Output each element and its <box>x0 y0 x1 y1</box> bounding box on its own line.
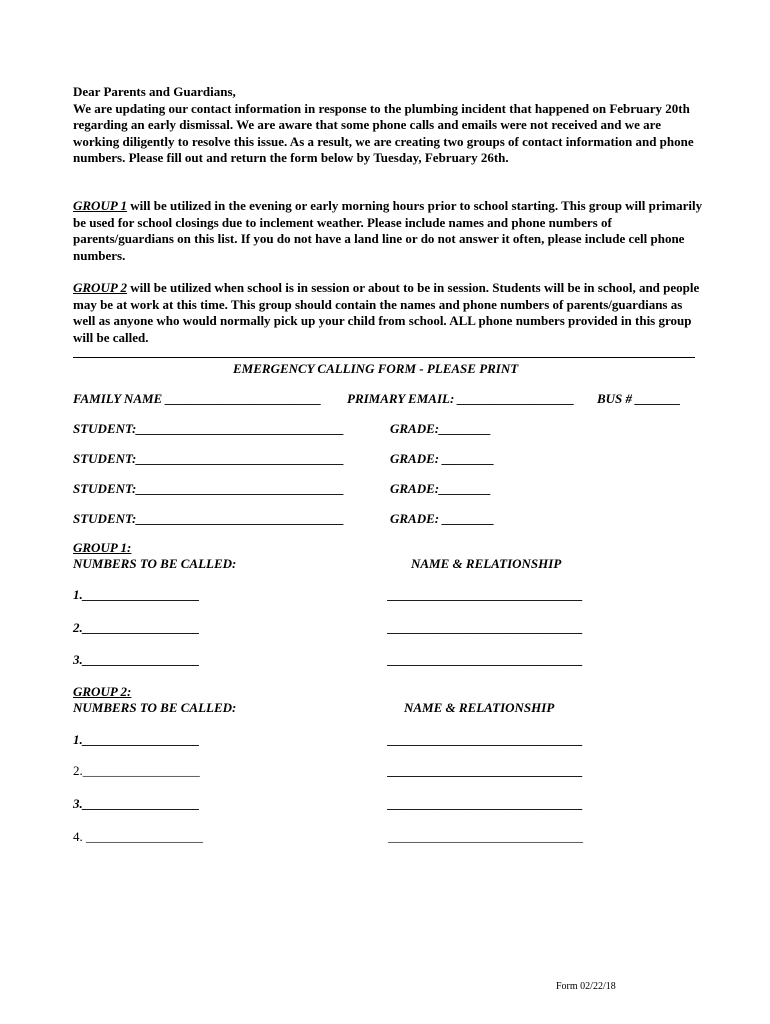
form-version-footer: Form 02/22/18 <box>556 981 616 992</box>
form-title: EMERGENCY CALLING FORM - PLEASE PRINT <box>233 361 519 376</box>
group1-phone-field[interactable]: 1.__________________ <box>73 587 200 602</box>
grade-field[interactable]: GRADE:________ <box>390 421 492 436</box>
group2-name-field[interactable]: ______________________________ <box>388 763 583 778</box>
group2-phone-field[interactable]: 1.__________________ <box>73 732 200 747</box>
group1-numbers-label: NUMBERS TO BE CALLED: <box>73 556 237 571</box>
student-field[interactable]: STUDENT:________________________________ <box>73 481 345 496</box>
group2-numbers-label: NUMBERS TO BE CALLED: <box>73 700 237 715</box>
group1-phone-field[interactable]: 3.__________________ <box>73 652 200 667</box>
group2-name-field[interactable]: ______________________________ <box>388 732 583 747</box>
group2-heading: GROUP 2: <box>73 684 132 699</box>
group2-phone-field[interactable]: 2.__________________ <box>73 763 200 778</box>
grade-field[interactable]: GRADE: ________ <box>390 451 495 466</box>
primary-email-field[interactable]: PRIMARY EMAIL: __________________ <box>347 391 575 406</box>
letter-intro <box>73 84 705 167</box>
greeting: Dear Parents and Guardians, <box>73 84 236 99</box>
group2-name-relationship-label: NAME & RELATIONSHIP <box>404 700 555 715</box>
group1-name-field[interactable]: ______________________________ <box>388 587 583 602</box>
student-field[interactable]: STUDENT:________________________________ <box>73 421 345 436</box>
group2-text: will be utilized when school is in session or about to be in session. Students will be in school, and people may be at work at this time. This group should contain the names and phone numbers of parents/guardians as well as anyone who would normally pick up your child from school. ALL phone numbers provided in this group will be called. <box>73 280 700 345</box>
grade-field[interactable]: GRADE:________ <box>390 481 492 496</box>
grade-field[interactable]: GRADE: ________ <box>390 511 495 526</box>
group2-phone-field[interactable]: 3.__________________ <box>73 796 200 811</box>
group1-description <box>73 198 705 264</box>
group2-label: GROUP 2 <box>73 280 128 295</box>
intro-paragraph: We are updating our contact information in response to the plumbing incident that happened on February 20th regarding an early dismissal. We are aware that some phone calls and emails were not received and we are working diligently to resolve this issue. As a result, we are creating two groups of contact information and phone numbers. Please fill out and return the form below by Tuesday, February 26th. <box>73 100 694 165</box>
group1-heading: GROUP 1: <box>73 540 132 555</box>
group2-description <box>73 280 705 346</box>
group1-phone-field[interactable]: 2.__________________ <box>73 620 200 635</box>
family-name-field[interactable]: FAMILY NAME ________________________ <box>73 391 322 406</box>
bus-number-field[interactable]: BUS # _______ <box>597 391 681 406</box>
group1-name-field[interactable]: ______________________________ <box>388 652 583 667</box>
group2-name-field[interactable]: ______________________________ <box>388 829 583 844</box>
group1-name-field[interactable]: ______________________________ <box>388 620 583 635</box>
group1-text: will be utilized in the evening or early morning hours prior to school starting. This group will primarily be used for school closings due to inclement weather. Please include names and phone numbers of parents/guardians on this list. If you do not have a land line or do not answer it often, please include cell phone numbers. <box>73 198 703 263</box>
group2-phone-field[interactable]: 4. __________________ <box>73 829 203 844</box>
student-field[interactable]: STUDENT:________________________________ <box>73 451 345 466</box>
group1-label: GROUP 1 <box>73 198 128 213</box>
group1-name-relationship-label: NAME & RELATIONSHIP <box>411 556 562 571</box>
student-field[interactable]: STUDENT:________________________________ <box>73 511 345 526</box>
group2-name-field[interactable]: ______________________________ <box>388 796 583 811</box>
divider-line <box>73 357 695 358</box>
